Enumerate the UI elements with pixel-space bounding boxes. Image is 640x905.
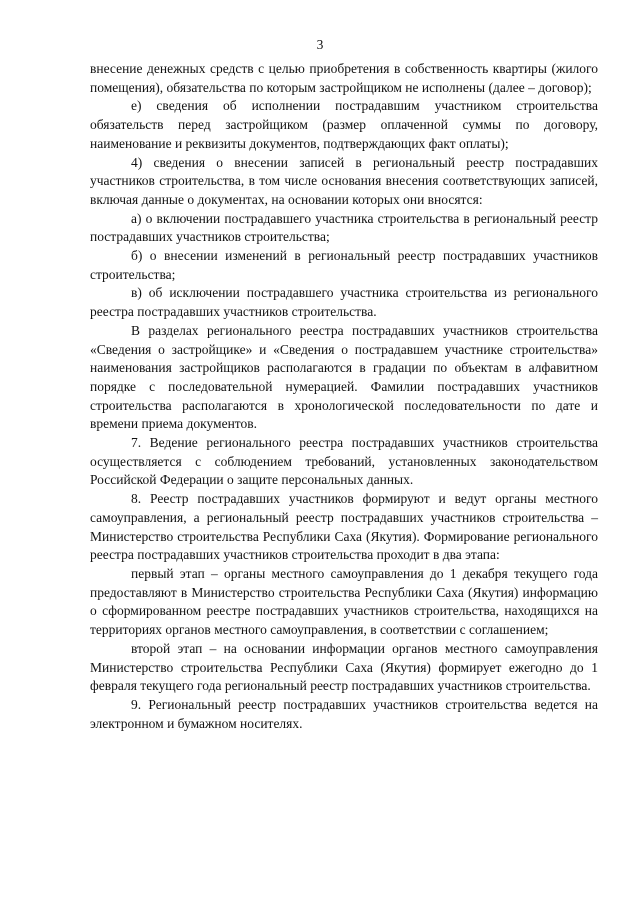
paragraph: а) о включении пострадавшего участника строительства в региональный реестр пострадавших участников строительства; (90, 210, 598, 245)
paragraph: внесение денежных средств с целью приобретения в собственность квартиры (жилого помещения), обязательства по которым застройщиком не исполнены (далее – договор); (90, 61, 598, 95)
paragraph: б) о внесении изменений в региональный реестр пострадавших участников строительства; (90, 248, 598, 282)
paragraph: второй этап – на основании информации органов местного самоуправления Министерство строительства Республики Саха (Якутия) формирует ежегодно до 1 февраля текущего года региональный реестр пострадавших участников строительства. (90, 640, 598, 694)
paragraph: В разделах регионального реестра пострадавших участников строительства «Сведения о застройщике» и «Сведения о пострадавшем участнике строительства» наименования застройщиков располагаются в градации по объектам в алфавитном порядке с последовательной нумерацией. Фамилии пострадавших участников строительства располагаются в хронологической последовательности по дате и времени приема документов. (90, 322, 598, 432)
paragraph: е) сведения об исполнении пострадавшим участником строительства обязательств перед застройщиком (размер оплаченной суммы по договору, наименование и реквизиты документов, подтверждающих факт оплаты); (90, 98, 598, 151)
paragraph: в) об исключении пострадавшего участника строительства из регионального реестра пострадавших участников строительства. (90, 285, 598, 320)
paragraph: 8. Реестр пострадавших участников формируют и ведут органы местного самоуправления, а региональный реестр пострадавших участников строительства – Министерство строительства Республики Саха (Якутия). Формирование регионального реестра пострадавших участников строительства проходит в два этапа: (90, 491, 598, 563)
page-number: 3 (316, 37, 324, 52)
paragraph: первый этап – органы местного самоуправления до 1 декабря текущего года предоставляют в Министерство строительства Республики Саха (Якутия) информацию о сформированном реестре пострадавших участников строительства, находящихся на территориях органов местного самоуправления, в соответствии с соглашением; (90, 565, 598, 638)
document-body (90, 60, 598, 733)
paragraph: 9. Региональный реестр пострадавших участников строительства ведется на электронном и бумажном носителях. (90, 696, 598, 731)
paragraph: 7. Ведение регионального реестра пострадавших участников строительства осуществляется с соблюдением требований, установленных законодательством Российской Федерации о защите персональных данных. (90, 435, 598, 488)
paragraph: 4) сведения о внесении записей в региональный реестр пострадавших участников строительства, в том числе основания внесения соответствующих записей, включая данные о документах, на основании которых они вносятся: (90, 154, 598, 207)
